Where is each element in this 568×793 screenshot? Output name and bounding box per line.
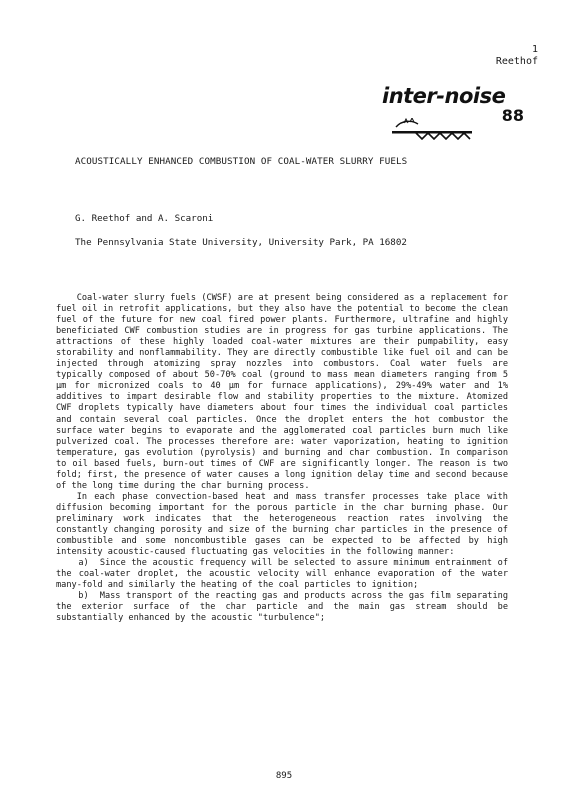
paper-affiliation: The Pennsylvania State University, University Park, PA 16802	[75, 237, 407, 248]
list-item-b-label: b)	[78, 591, 89, 602]
list-item-a-text: Since the acoustic frequency will be selected to assure minimum entrainment of the coal-water droplet, the acoustic velocity will enhance evaporation of the water many-fold and similarly the heating of the coal particles to ignition;	[56, 558, 509, 591]
list-item-a	[56, 558, 508, 591]
body-paragraph-2: In each phase convection-based heat and mass transfer processes take place with diffusion becoming important for the porous particle in the char burning phase. Our preliminary work indicates that the heterogeneous reaction rates involving the constantly changing porosity and size of the burning char particles in the presence of combustible and some noncombustible gases can be expected to be affected by high intensity acoustic-caused fluctuating gas velocities in the following manner:	[56, 491, 508, 558]
logo-name: inter-noise	[382, 84, 506, 108]
logo-year: 88	[501, 106, 524, 125]
paper-authors: G. Reethof and A. Scaroni	[75, 213, 214, 224]
list-item-b-text: Mass transport of the reacting gas and products across the gas film separating the exterior surface of the char particle and the main gas stream should be substantially enhanced by the acoustic "turbulence";	[56, 591, 509, 624]
page-mark: 1	[531, 44, 538, 55]
list-item-a-label: a)	[78, 558, 89, 569]
running-author: Reethof	[495, 56, 538, 67]
paper-title: ACOUSTICALLY ENHANCED COMBUSTION OF COAL-WATER SLURRY FUELS	[75, 156, 408, 167]
paper-body	[56, 293, 508, 624]
conference-logo	[382, 84, 532, 146]
page-header-mark	[496, 44, 538, 68]
list-item-b	[56, 591, 508, 624]
page-number: 895	[275, 771, 293, 781]
body-paragraph-1: Coal-water slurry fuels (CWSF) are at present being considered as a replacement for fuel oil in retrofit applications, but they also have the potential to become the clean fuel of the future for new coal fired power plants. Furthermore, ultrafine and highly beneficiated CWF combustion studies are in progress for gas turbine applications. The attractions of these highly loaded coal-water mixtures are their pumpability, easy storability and nonflammability. They are directly combustible like fuel oil and can be injected through atomizing spray nozzles into combustors. Coal water fuels are typically composed of about 50-70% coal (ground to mass mean diameters ranging from 5 µm for micronized coals to 40 µm for furnace applications), 29%-49% water and 1% additives to impart desirable flow and stability properties to the mixture. Atomized CWF droplets typically have diameters about four times the individual coal particles and contain several coal particles. Once the droplet enters the hot combustor the surface water begins to evaporate and the agglomerated coal particles burn much like pulverized coal. The processes therefore are: water vaporization, heating to ignition temperature, gas evolution (pyrolysis) and burning and char combustion. In comparison to oil based fuels, burn-out times of CWF are significantly longer. The reason is two fold; first, the presence of water causes a long ignition delay time and second because of the long time during the char burning process.	[56, 293, 508, 491]
bridge-logo-icon	[392, 118, 472, 140]
